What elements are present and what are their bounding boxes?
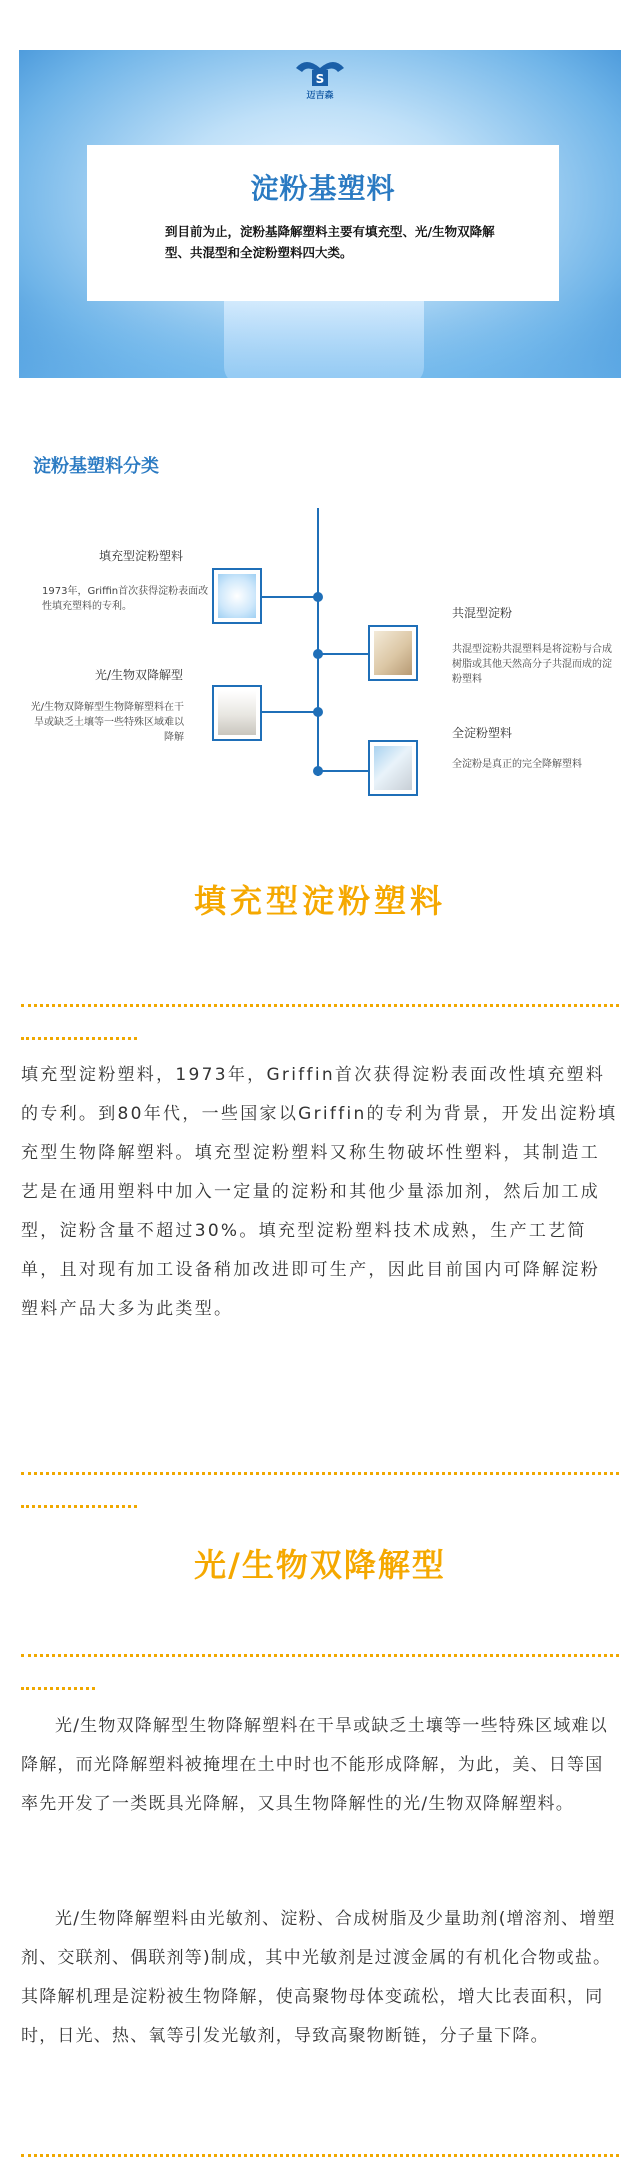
hero-description: 到目前为止，淀粉基降解塑料主要有填充型、光/生物双降解型、共混型和全淀粉塑料四大类。 <box>165 224 495 260</box>
svg-text:S: S <box>315 72 325 86</box>
class-item-thumb-filled <box>212 568 262 624</box>
class-item-desc-blend: 共混型淀粉共混塑料是将淀粉与合成树脂或其他天然高分子共混而成的淀粉塑料 <box>452 644 612 685</box>
classification-title: 淀粉基塑料分类 <box>33 456 159 477</box>
class-item-thumb-photobio <box>212 685 262 741</box>
dotted-divider <box>21 1037 137 1040</box>
section-title-filled: 填充型淀粉塑料 <box>193 882 446 920</box>
connector-dot <box>313 707 323 717</box>
dotted-divider <box>21 1505 137 1508</box>
hero-water <box>19 298 621 378</box>
dotted-divider <box>21 1687 95 1690</box>
class-item-label-blend: 共混型淀粉 <box>452 606 513 620</box>
class-item-desc-fullstarch: 全淀粉是真正的完全降解塑料 <box>452 759 582 770</box>
dotted-divider <box>21 1654 619 1657</box>
class-item-desc-photobio: 光/生物双降解型生物降解塑料在干旱或缺乏土壤等一些特殊区域难以降解 <box>30 702 184 743</box>
class-item-thumb-blend <box>368 625 418 681</box>
diagram-trunk-line <box>317 508 319 776</box>
dotted-divider <box>21 2154 619 2157</box>
hero-card <box>87 145 559 301</box>
connector-dot <box>313 592 323 602</box>
class-item-label-fullstarch: 全淀粉塑料 <box>452 726 513 740</box>
dotted-divider <box>21 1472 619 1475</box>
connector-line <box>262 596 318 598</box>
class-item-desc-filled: 1973年，Griffin首次获得淀粉表面改性填充塑料的专利。 <box>42 586 209 612</box>
section-paragraph-photobio-2: 光/生物降解塑料由光敏剂、淀粉、合成树脂及少量助剂(增溶剂、增塑剂、交联剂、偶联剂等)制成，其中光敏剂是过渡金属的有机化合物或盐。其降解机理是淀粉被生物降解，使高聚物母体变疏松，增大比表面积，同时，日光、热、氧等引发光敏剂，导致高聚物断链，分子量下降。 <box>21 1909 616 2046</box>
class-item-thumb-fullstarch <box>368 740 418 796</box>
section-paragraph-filled: 填充型淀粉塑料，1973年，Griffin首次获得淀粉表面改性填充塑料的专利。到80年代，一些国家以Griffin的专利为背景，开发出淀粉填充型生物降解塑料。填充型淀粉塑料又称生物破坏性塑料，其制造工艺是在通用塑料中加入一定量的淀粉和其他少量添加剂，然后加工成型，淀粉含量不超过30%。填充型淀粉塑料技术成熟，生产工艺简单，且对现有加工设备稍加改进即可生产，因此目前国内可降解淀粉塑料产品大多为此类型。 <box>21 1065 618 1319</box>
section-paragraph-photobio-1: 光/生物双降解型生物降解塑料在干旱或缺乏土壤等一些特殊区域难以降解，而光降解塑料被掩埋在土中时也不能形成降解，为此，美、日等国率先开发了一类既具光降解，又具生物降解性的光/生物双降解塑料。 <box>21 1716 608 1814</box>
hero-banner <box>19 50 621 378</box>
class-item-label-photobio: 光/生物双降解型 <box>94 668 183 682</box>
section-title-photobio: 光/生物双降解型 <box>194 1546 446 1584</box>
connector-line <box>318 770 370 772</box>
connector-line <box>318 653 370 655</box>
dotted-divider <box>21 1004 619 1007</box>
class-item-label-filled: 填充型淀粉塑料 <box>98 549 183 563</box>
connector-line <box>262 711 318 713</box>
hero-title: 淀粉基塑料 <box>250 172 396 205</box>
brand-logo-text: 迈吉森 <box>306 91 334 101</box>
